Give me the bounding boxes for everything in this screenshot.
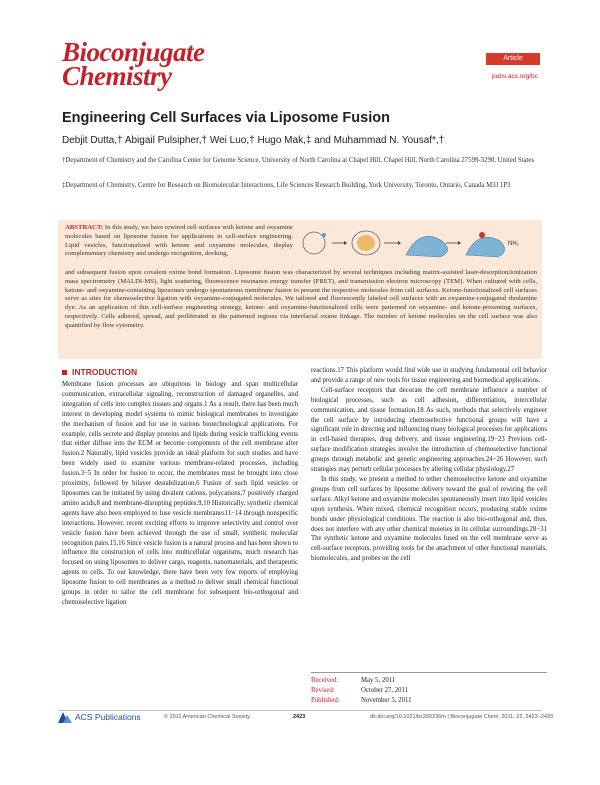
abstract-label: ABSTRACT: [65, 224, 104, 231]
footer-divider [58, 710, 542, 711]
article-title: Engineering Cell Surfaces via Liposome Fusion [62, 110, 390, 126]
date-revised: Revised: October 27, 2011 [311, 687, 409, 694]
copyright: © 2011 American Chemical Society [164, 714, 250, 720]
date-received: Received: May 5, 2011 [311, 677, 396, 684]
author-list: Debjit Dutta,† Abigail Pulsipher,† Wei Luo,† Hugo Mak,‡ and Muhammad N. Yousaf*,† [62, 135, 445, 146]
article-type-badge: Article [486, 53, 540, 65]
liposome-icon [303, 232, 325, 254]
acs-logo-icon [58, 712, 72, 723]
journal-url-link[interactable]: pubs.acs.org/bc [492, 73, 538, 80]
body-paragraph: Membrane fusion processes are ubiquitous in biology and span multicellular communication, extracellular signaling, reconstruction of damaged organelles, and integration of cells into complex tissues and organs.1 As a result, there has been much interest in developing model systems to mimic biological membranes to investigate the mechanism of fusion and for use in various biotechnological applications. For example, cells secrete and display proteins and lipids during vesicle trafficking events that either diffuse into the ECM or become components of the cell membrane after fusion.2 Naturally, lipid vesicles provide an ideal platform for such studies and have been widely used to examine various membrane-related processes, including fusion.3−5 In order for fusion to occur, the membranes must be brought into close proximity, followed by bilayer destabilization.6 Fusion of such lipid vesicles or liposomes can be initiated by using divalent cations, polycations,7 positively charged amino acids,8 and membrane-disrupting peptides.9,10 Historically, synthetic chemical agents have also been employed to fuse vesicle membranes11−14 through nonspecific interactions. However, recent exciting efforts to improve selectivity and control over vesicle fusion have been achieved through the use of small, synthetic molecular recognition pairs.15,16 Since vesicle fusion is a natural process and has been shown to influence the construction of cells into multicellular organisms, much research has focused on using liposomes to deliver cargo, reagents, nanomaterials, and therapeutic agents to cells. To our knowledge, there have been very few reports of employing liposome fusion to cell membranes as a method to deliver small chemical functional groups in order to tailor the cell membrane for subsequent bio-orthogonal and chemoselective ligation [62, 381, 298, 606]
arrow-head-icon [458, 241, 461, 245]
rhodamine-dye-icon [479, 232, 485, 238]
affiliation-1: †Department of Chemistry and the Carolina Center for Genome Science, University of North Carolina at Chapel Hill, Chapel Hill, North Carolina 27599-3290, United States [62, 157, 535, 164]
arrow-head-icon [398, 241, 401, 245]
labeled-cell-icon [466, 237, 505, 257]
section-heading [62, 367, 137, 377]
toc-label: NH₂ [508, 241, 519, 247]
right-column [311, 366, 547, 564]
journal-name-line1: Bioconjugate [62, 37, 205, 67]
doi-citation[interactable]: dx.doi.org/10.1021/bc200236m | Bioconjugate Chem. 2011, 22, 2423−2433 [370, 714, 554, 720]
abstract-text-bottom: and subsequent fusion upon covalent oxime bond formation. Liposome fusion was characterized by several techniques including matrix-assisted laser-desorption/ionization mass spectrometry (MALDI-MS), light scattering, fluorescence resonance energy transfer (FRET), and transmission electron microscopy (TEM). When cultured with cells, ketone- and oxyamine-containing liposomes undergo spontaneous membrane fusion to present the respective molecules from cell surfaces. Ketone-functionalized cell surfaces serve as sites for chemoselective ligation with oxyamine-conjugated molecules. We tailored and fluorescently labeled cell surfaces with an oxyamine-conjugated rhodamine dye. As an application of this cell-surface engineering strategy, ketone- and oxyamine-functionalized cells were patterned on oxyamine- and ketone-presenting surfaces, respectively. Cells adhered, spread, and proliferated in the patterned regions via interfacial oxime linkage. The number of ketone molecules on the cell surface was also quantified by flow cytometry. [65, 269, 537, 329]
body-paragraph: Cell-surface receptors that decorate the cell membrane influence a number of biological processes, such as cell adhesion, differentiation, intercellular communication, and tissue formation.18 As such, methods that selectively engineer the cell surface by introducing chemoselective functional groups will have a significant role in directing and influencing many biological processes for applications in cell-based therapies, drug delivery, and tissue engineering.19−23 Previous cell-surface modification strategies involve the introduction of chemoselective functional groups through metabolic and genetic engineering approaches.24−26 However, such strategies may perturb cellular processes by altering cellular physiology.27 [311, 386, 547, 474]
liposome-core-icon [357, 235, 375, 251]
body-paragraph: reactions.17 This platform would find wide use in studying fundamental cell behavior and provide a range of new tools for tissue engineering and biomedical applications. [311, 367, 547, 384]
affiliation-2: ‡Department of Chemistry, Centre for Research on Biomolecular Interactions, Life Sciences Research Building, York University, Toronto, Ontario, Canada M3J 1P3 [62, 182, 511, 189]
abstract-text-top [65, 224, 293, 259]
section-marker-icon [62, 370, 67, 375]
publisher-name: ACS Publications [75, 712, 141, 722]
article-dates [311, 672, 547, 706]
journal-name-line2: Chemistry [62, 61, 172, 91]
left-column [62, 380, 298, 608]
abstract-part1: In this study, we have rewired cell surfaces with ketone and oxyamine molecules based on liposome fusion for applications in cell-surface engineering. Lipid vesicles, functionalized with ketone and oxyamine molecules, display complementary chemistry and undergo recognition, docking, [65, 224, 294, 258]
arrow-head-icon [344, 241, 347, 245]
page-number: 2423 [293, 714, 306, 720]
date-published: Published: November 5, 2011 [311, 697, 412, 704]
section-heading-text: INTRODUCTION [72, 367, 138, 377]
body-paragraph: In this study, we present a method to tether chemoselective ketone and oxyamine groups from cell surfaces by liposome delivery toward the goal of rewiring the cell surface. Alkyl ketone and oxyamine molecules spontaneously insert into lipid vesicles upon synthesis. When mixed, chemical recognition occurs, producing stable oxime bonds under physiological conditions. The reaction is also bio-orthogonal and, thus, does not interfere with any other chemical moieties in its cellular surroundings.28−31 The synthetic ketone and oxyamine molecules fused on the cell membrane serve as cell-surface receptors, providing tools for the attachment of other functional materials, biomolecules, and probes on the cell [311, 475, 547, 563]
journal-logo [62, 37, 205, 91]
cell-icon [406, 236, 448, 257]
ketone-dot-icon [322, 233, 326, 237]
toc-graphic [302, 223, 538, 267]
